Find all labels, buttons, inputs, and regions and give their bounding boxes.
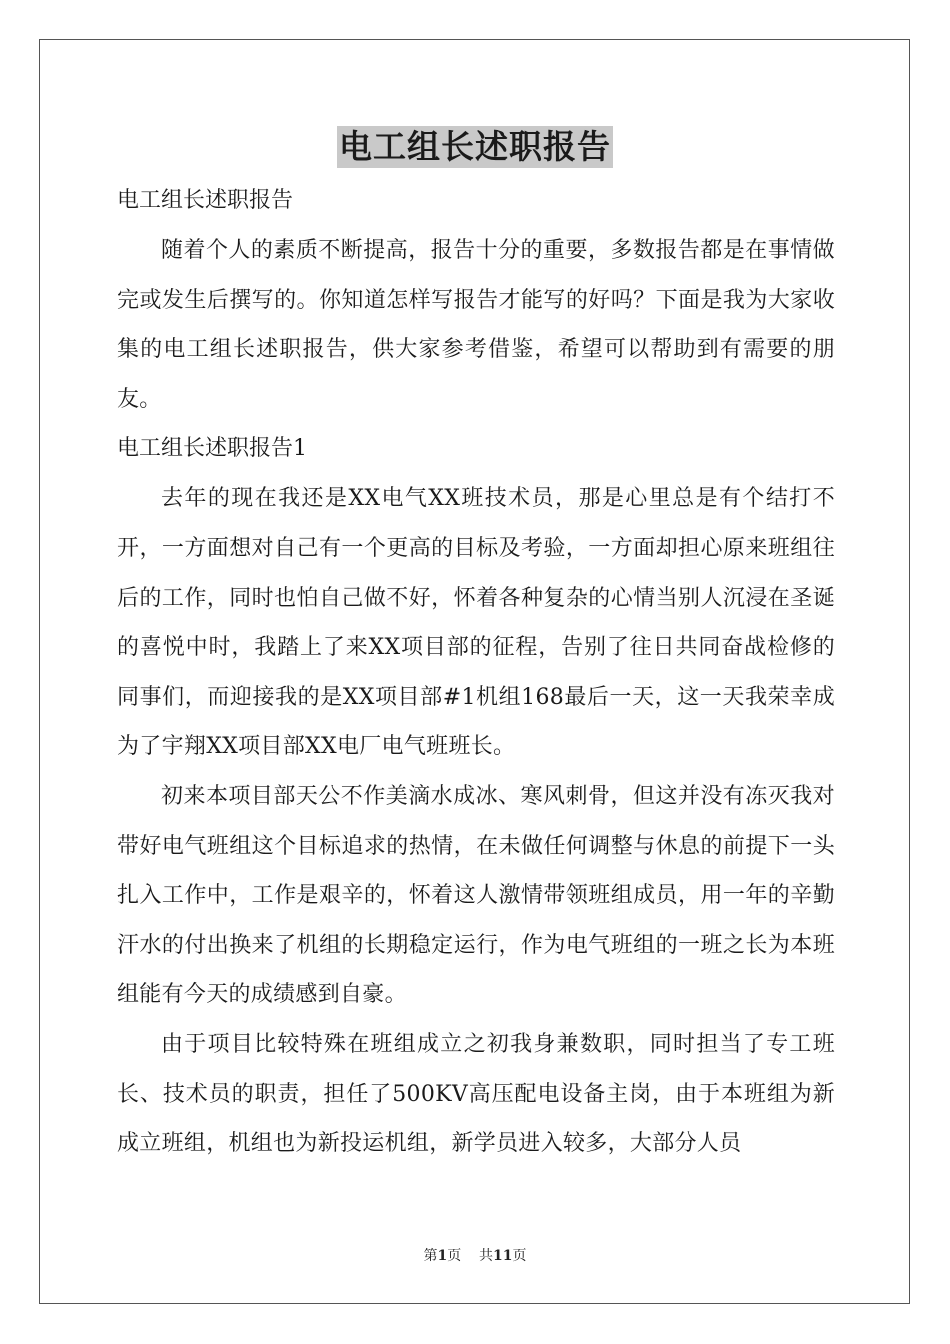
page-number: 1 [437,1248,448,1264]
intro-paragraph: 随着个人的素质不断提高，报告十分的重要，多数报告都是在事情做完或发生后撰写的。你知道怎样写报告才能写的好吗？下面是我为大家收集的电工组长述职报告，供大家参考借鉴，希望可以帮助到有需要的朋友。 [117,238,835,412]
section-heading: 电工组长述职报告1 [117,436,307,462]
title-container [0,126,950,168]
document-title: 电工组长述职报告 [339,127,611,166]
total-prefix: 共 [479,1248,494,1264]
document-body [117,176,835,1169]
page-suffix: 页 [447,1248,462,1264]
document-subtitle: 电工组长述职报告 [117,188,294,213]
total-pages: 11 [493,1248,513,1264]
page-prefix: 第 [423,1248,438,1264]
body-paragraph: 去年的现在我还是XX电气XX班技术员，那是心里总是有个结打不开，一方面想对自己有一个更高的目标及考验，一方面却担心原来班组往后的工作，同时也怕自己做不好，怀着各种复杂的心情当别人沉浸在圣诞的喜悦中时，我踏上了来XX项目部的征程，告别了往日共同奋战检修的同事们，而迎接我的是XX项目部#1机组168最后一天，这一天我荣幸成为了宇翔XX项目部XX电厂电气班班长。 [117,486,835,760]
body-paragraph: 初来本项目部天公不作美滴水成冰、寒风刺骨，但这并没有冻灭我对带好电气班组这个目标追求的热情，在未做任何调整与休息的前提下一头扎入工作中，工作是艰辛的，怀着这人激情带领班组成员，用一年的辛勤汗水的付出换来了机组的长期稳定运行，作为电气班组的一班之长为本班组能有今天的成绩感到自豪。 [117,783,835,1008]
total-suffix: 页 [512,1248,527,1264]
body-paragraph: 由于项目比较特殊在班组成立之初我身兼数职，同时担当了专工班长、技术员的职责，担任了500KV高压配电设备主岗，由于本班组为新成立班组，机组也为新投运机组，新学员进入较多，大部分人员 [117,1031,835,1157]
page-footer [0,1245,950,1265]
